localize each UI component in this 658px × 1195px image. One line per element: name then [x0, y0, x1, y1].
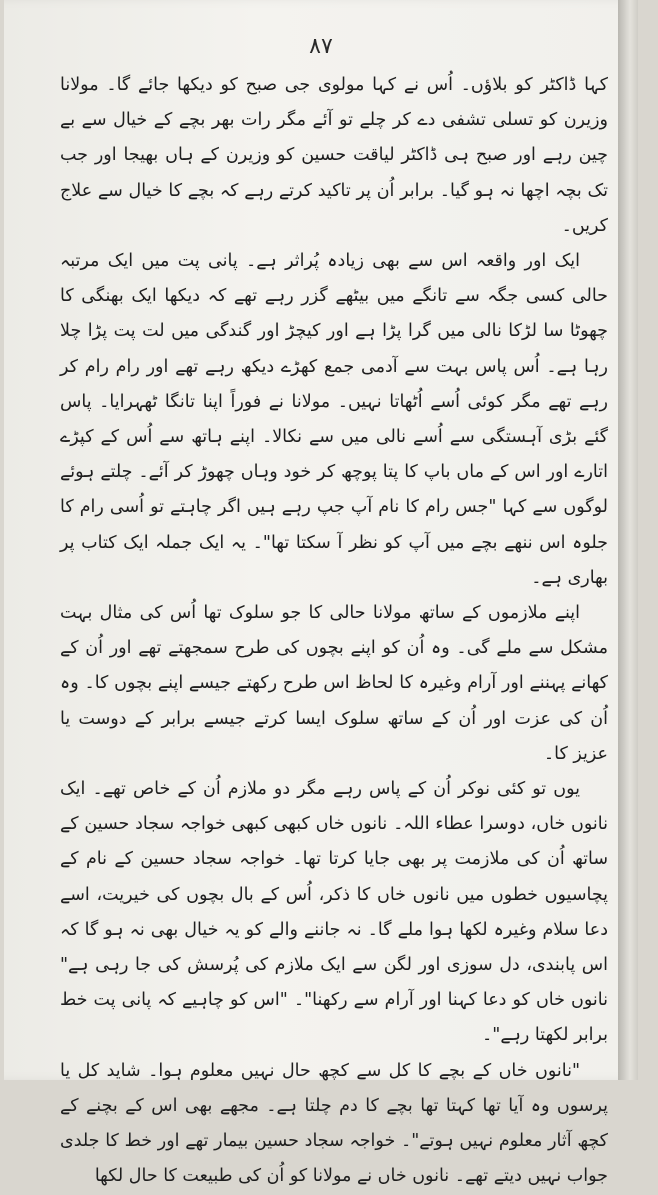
paragraph: اپنے ملازموں کے ساتھ مولانا حالی کا جو سلوک تھا اُس کی مثال بہت مشکل سے ملے گی۔ وہ اُن کو اپنے بچوں کی طرح سمجھتے تھے اور اُن کے کھانے پہننے اور آرام وغیرہ کا لحاظ اس طرح رکھتے جیسے اپنے بچوں کا۔ وہ اُن کی عزت اور اُن کے ساتھ سلوک ایسا کرتے جیسے برابر کے دوست یا عزیز کا۔ [60, 603, 608, 764]
paragraph: ایک اور واقعہ اس سے بھی زیادہ پُراثر ہے۔ پانی پت میں ایک مرتبہ حالی کسی جگہ سے تانگے میں بیٹھے گزر رہے تھے کہ دیکھا ایک بھنگی کا چھوٹا سا لڑکا نالی میں گرا پڑا ہے اور کیچڑ اور گندگی میں لت پت پڑا چلا رہا ہے۔ اُس پاس بہت سے آدمی جمع کھڑے دیکھ رہے تھے اور رام رام کر رہے تھے مگر کوئی اُسے اُٹھاتا نہیں۔ مولانا نے فوراً اپنا تانگا ٹھہرایا۔ پاس گئے بڑی آہستگی سے اُسے نالی میں سے نکالا۔ اپنے ہاتھ سے اُس کے کپڑے اتارے اور اس کے ماں باپ کا پتا پوچھ کر خود وہاں چھوڑ کر آئے۔ چلتے ہوئے لوگوں سے کہا "جس رام کا نام آپ جپ رہے ہیں اگر چاہتے تو اُسی رام کا جلوہ اس ننھے بچے میں آپ کو نظر آ سکتا تھا"۔ یہ ایک جملہ ایک کتاب پر بھاری ہے۔ [60, 251, 608, 588]
page-body-text [60, 68, 608, 1195]
paragraph: "نانوں خاں کے بچے کا کل سے کچھ حال نہیں معلوم ہوا۔ شاید کل یا پرسوں وہ آیا تھا کہتا تھا بچے کا دم چلتا ہے۔ مجھے بھی اس کے بچنے کے کچھ آثار معلوم نہیں ہوتے"۔ خواجہ سجاد حسین بیمار تھے اور خط کا جلدی جواب نہیں دیتے تھے۔ نانوں خاں نے مولانا کو اُن کی طبیعت کا حال لکھا [60, 1060, 608, 1187]
page-edge-shadow [618, 0, 638, 1080]
paragraph: کہا ڈاکٹر کو بلاؤں۔ اُس نے کہا مولوی جی صبح کو دیکھا جائے گا۔ مولانا وزیرن کو تسلی تشفی دے کر چلے تو آئے مگر رات بھر بچے کے خیال سے بے چین رہے اور صبح ہی ڈاکٹر لیاقت حسین کو وزیرن کے ہاں بھیجا اور جب تک بچہ اچھا نہ ہو گیا۔ برابر اُن پر تاکید کرتے رہے کہ بچے کا خیال سے علاج کریں۔ [60, 75, 608, 236]
book-page [4, 0, 638, 1187]
paragraph: یوں تو کئی نوکر اُن کے پاس رہے مگر دو ملازم اُن کے خاص تھے۔ ایک نانوں خاں، دوسرا عطاء اللہ۔ نانوں خاں کبھی کبھی خواجہ سجاد حسین کے ساتھ اُن کی ملازمت پر بھی جایا کرتا تھا۔ خواجہ سجاد حسین کے نام کے پچاسیوں خطوں میں نانوں خاں کا ذکر، اُس کے بال بچوں کی خیریت، اسے دعا سلام وغیرہ لکھا ہوا ملے گا۔ نہ جاننے والے کو یہ خیال بھی نہ ہو گا کہ اس پابندی، دل سوزی اور لگن سے ایک ملازم کی پُرسش کی جا رہی ہے" نانوں خاں کو دعا کہنا اور آرام سے رکھنا"۔ "اس کو چاہیے کہ پانی پت خط برابر لکھتا رہے"۔ [60, 779, 608, 1046]
page-number: ۸۷ [309, 34, 333, 59]
